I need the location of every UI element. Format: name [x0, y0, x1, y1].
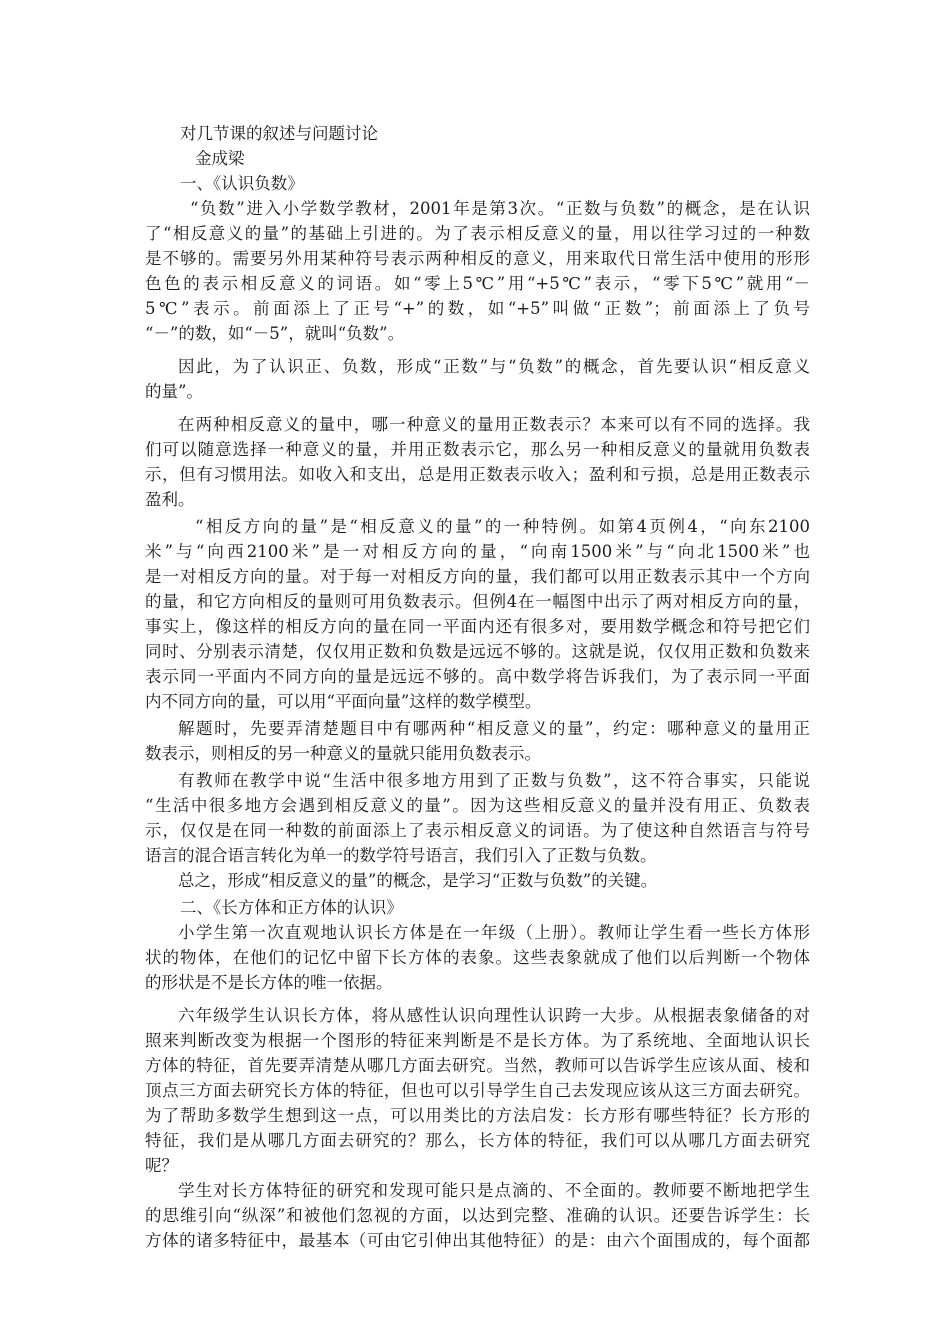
text-line: 解题时，先要弄清楚题目中有哪两种“相反意义的量”，约定：哪种意义的量用正 [178, 719, 810, 738]
text-line: 的思维引向“纵深”和被他们忽视的方面，以达到完整、准确的认识。还要告诉学生：长 [145, 1206, 810, 1225]
text-line: 的形状是不是长方体的唯一依据。 [145, 973, 393, 992]
text-line: 方体的诸多特征中，最基本（可由它引伸出其他特征）的是：由六个面围成的，每个面都 [145, 1231, 810, 1250]
text-line: 是不够的。需要另外用某种符号表示两种相反的意义，用来取代日常生活中使用的形形 [145, 249, 810, 268]
text-line: 的量”。 [145, 382, 203, 401]
text-line: 特征，我们是从哪几方面去研究的？那么，长方体的特征，我们可以从哪几方面去研究 [145, 1131, 810, 1150]
text-line: 有教师在教学中说“生活中很多地方用到了正数与负数”，这不符合事实，只能说 [178, 771, 810, 790]
text-line: 六年级学生认识长方体，将从感性认识向理性认识跨一大步。从根据表象储备的对 [178, 1006, 810, 1025]
text-line: 学生对长方体特征的研究和发现可能只是点滴的、不全面的。教师要不断地把学生 [178, 1181, 810, 1200]
text-line: 内不同方向的量，可以用“平面向量”这样的数学模型。 [145, 692, 542, 711]
text-line: 是一对相反方向的量。对于每一对相反方向的量，我们都可以用正数表示其中一个方向 [145, 567, 810, 586]
text-line: 因此，为了认识正、负数，形成“正数”与“负数”的概念，首先要认识“相反意义 [178, 357, 810, 376]
document-author: 金成梁 [195, 149, 245, 168]
text-line: 呢？ [145, 1156, 178, 1175]
text-line: 方体的特征，首先要弄清楚从哪几方面去研究。当然，教师可以告诉学生应该从面、棱和 [145, 1056, 810, 1075]
text-line: 同时、分别表示清楚，仅仅用正数和负数是远远不够的。这就是说，仅仅用正数和负数来 [145, 642, 810, 661]
text-line: “生活中很多地方会遇到相反意义的量”。因为这些相反意义的量并没有用正、负数表 [145, 796, 810, 815]
text-line: 盈利。 [145, 490, 195, 509]
text-line: 们可以随意选择一种意义的量，并用正数表示它，那么另一种相反意义的量就用负数表 [145, 440, 810, 459]
text-line: “－”的数，如“－5”，就叫“负数”。 [145, 324, 405, 343]
text-line: 色色的表示相反意义的词语。如“零上5℃”用“+5℃”表示，“零下5℃”就用“－ [145, 274, 810, 293]
text-line: 示，但有习惯用法。如收入和支出，总是用正数表示收入；盈利和亏损，总是用正数表示 [145, 465, 810, 484]
text-line: 米”与“向西2100米”是一对相反方向的量，“向南1500米”与“向北1500米”也 [145, 542, 810, 561]
text-line: 5℃”表示。前面添上了正号“+”的数，如“+5”叫做“正数”；前面添上了负号 [145, 299, 810, 318]
text-line: 表示同一平面内不同方向的量是远远不够的。高中数学将告诉我们，为了表示同一平面 [145, 667, 810, 686]
text-line: 为了帮助多数学生想到这一点，可以用类比的方法启发：长方形有哪些特征？长方形的 [145, 1106, 810, 1125]
text-line: 总之，形成“相反意义的量”的概念，是学习“正数与负数”的关键。 [178, 871, 658, 890]
text-line: 的量，和它方向相反的量则可用负数表示。但例4在一幅图中出示了两对相反方向的量， [145, 592, 810, 611]
section-heading: 一、《认识负数》 [180, 174, 304, 193]
text-line: 状的物体，在他们的记忆中留下长方体的表象。这些表象就成了他们以后判断一个物体 [145, 948, 810, 967]
text-line: 事实上，像这样的相反方向的量在同一平面内还有很多对，要用数学概念和符号把它们 [145, 617, 810, 636]
section-heading: 二、《长方体和正方体的认识》 [180, 898, 403, 917]
text-line: 小学生第一次直观地认识长方体是在一年级（上册）。教师让学生看一些长方体形 [178, 923, 810, 942]
text-line: “负数”进入小学数学教材，2001年是第3次。“正数与负数”的概念，是在认识 [190, 199, 810, 218]
text-line: 顶点三方面去研究长方体的特征，但也可以引导学生自己去发现应该从这三方面去研究。 [145, 1081, 810, 1100]
document-title: 对几节课的叙述与问题讨论 [180, 124, 378, 143]
text-line: “相反方向的量”是“相反意义的量”的一种特例。如第4页例4，“向东2100 [195, 517, 810, 536]
text-line: 照来判断改变为根据一个图形的特征来判断是不是长方体。为了系统地、全面地认识长 [145, 1031, 810, 1050]
text-line: 语言的混合语言转化为单一的数学符号语言，我们引入了正数与负数。 [145, 846, 657, 865]
text-line: 了“相反意义的量”的基础上引进的。为了表示相反意义的量，用以往学习过的一种数 [145, 224, 810, 243]
text-line: 在两种相反意义的量中，哪一种意义的量用正数表示？本来可以有不同的选择。我 [178, 415, 810, 434]
text-line: 示，仅仅是在同一种数的前面添上了表示相反意义的词语。为了使这种自然语言与符号 [145, 821, 810, 840]
text-line: 数表示，则相反的另一种意义的量就只能用负数表示。 [145, 744, 541, 763]
